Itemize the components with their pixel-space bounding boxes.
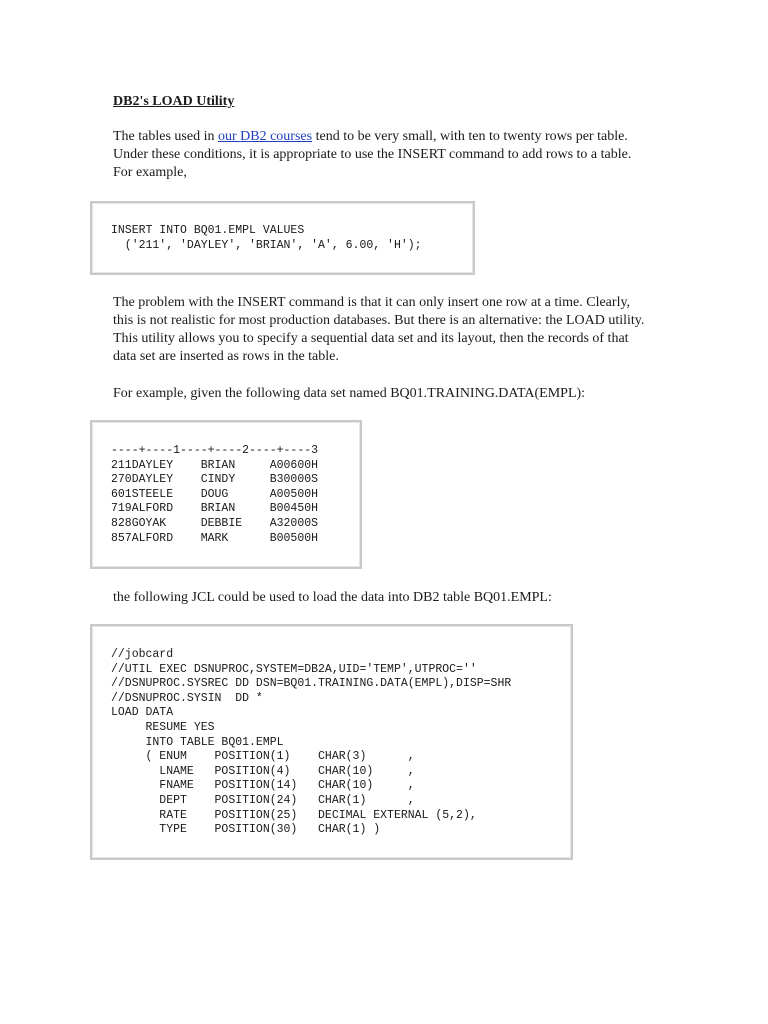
example-paragraph: For example, given the following data set named BQ01.TRAINING.DATA(EMPL): — [113, 386, 586, 401]
insert-code-box — [90, 201, 475, 275]
dataset-code-box — [90, 420, 362, 569]
intro-paragraph — [113, 128, 653, 182]
jcl-code-box — [90, 624, 573, 860]
problem-paragraph: The problem with the INSERT command is that it can only insert one row at a time. Clearly, this is not realistic for most production databases. But there is an alternative: the LOAD utility. This utility allows you to specify a sequential data set and its layout, then the records of that data set are inserted as rows in the table. — [113, 295, 645, 364]
jcl-intro-paragraph: the following JCL could be used to load the data into DB2 table BQ01.EMPL: — [113, 590, 552, 605]
intro-text-end: tend to be very small, with ten to twenty rows per table. Under these conditions, it is appropriate to use the INSERT command to add rows to a table. For example, — [113, 129, 632, 180]
db2-courses-link[interactable]: our DB2 courses — [217, 129, 313, 144]
jcl-code: //jobcard //UTIL EXEC DSNUPROC,SYSTEM=DB2A,UID='TEMP',UTPROC='' //DSNUPROC.SYSREC DD DSN=BQ01.TRAINING.DATA(EMPL),DISP=SHR //DSNUPROC.SYSIN DD * LOAD DATA RESUME YES INTO TABLE BQ01.EMPL ( ENUM POSITION(1) CHAR(3) , LNAME POSITION(4) CHAR(10) , FNAME POSITION(14) CHAR(10) , DEPT POSITION(24) CHAR(1) , RATE POSITION(25) DECIMAL EXTERNAL (5,2), TYPE POSITION(30) CHAR(1) ) — [111, 648, 512, 837]
page-title: DB2's LOAD Utility — [113, 94, 235, 109]
dataset-code: ----+----1----+----2----+----3 211DAYLEY BRIAN A00600H 270DAYLEY CINDY B30000S 601STEELE DOUG A00500H 719ALFORD BRIAN B00450H 828GOYAK DEBBIE A32000S 857ALFORD MARK B00500H — [111, 444, 319, 545]
insert-code: INSERT INTO BQ01.EMPL VALUES ('211', 'DAYLEY', 'BRIAN', 'A', 6.00, 'H'); — [111, 224, 422, 252]
intro-text-start: The tables used in — [113, 129, 218, 144]
